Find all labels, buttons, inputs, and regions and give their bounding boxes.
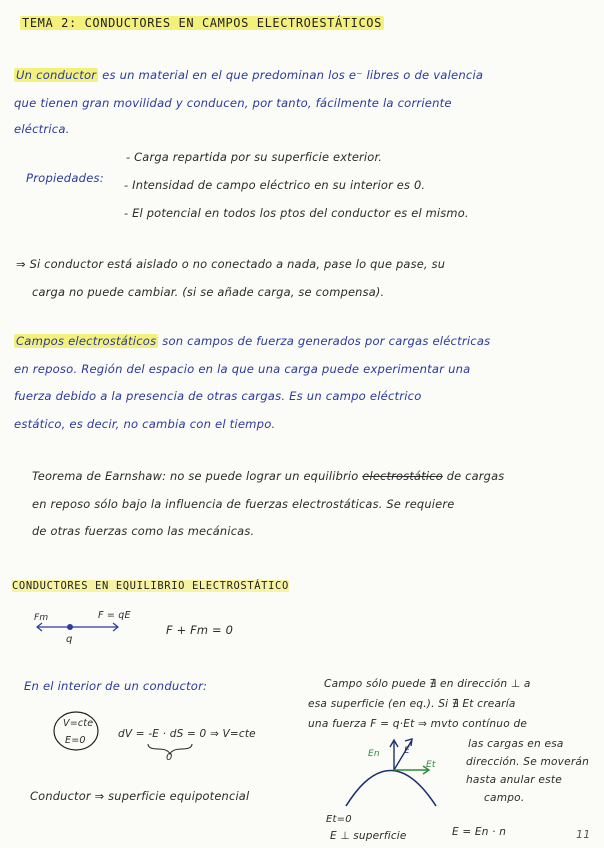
intro-line-1: Un conductor es un material en el que predominan los e⁻ libres o de valencia [16, 68, 484, 82]
en-label: En [368, 749, 380, 759]
equilibrio-heading: CONDUCTORES EN EQUILIBRIO ELECTROSTÁTICO [12, 580, 289, 592]
intro-line-3: eléctrica. [14, 122, 70, 136]
interior-label: En el interior de un conductor: [24, 679, 208, 693]
f-label: F = qE [98, 610, 131, 621]
page-title: TEMA 2: CONDUCTORES EN CAMPOS ELECTROESTÁTICOS [22, 16, 382, 30]
property-item-2: - Intensidad de campo eléctrico en su interior es 0. [124, 178, 426, 192]
campo-note-4: las cargas en esa [468, 738, 564, 750]
campos-line-1: Campos electrostáticos son campos de fuerza generados por cargas eléctricas [16, 334, 491, 348]
force-sum-equation: F + Fm = 0 [166, 623, 234, 637]
earnshaw-line-1: Teorema de Earnshaw: no se puede lograr un equilibrio electrostático de cargas [32, 469, 505, 483]
e-normal-equation: E = En · n [452, 826, 507, 838]
isolated-line-2: carga no puede cambiar. (si se añade carga, se compensa). [32, 285, 385, 299]
campo-note-6: hasta anular este [466, 774, 562, 786]
term-campos: Campos electrostáticos [16, 334, 157, 348]
surface-arc [346, 771, 436, 807]
property-item-1: - Carga repartida por su superficie exterior. [126, 150, 383, 164]
campo-note-2: esa superficie (en eq.). Si ∄ Et crearía [308, 698, 516, 710]
q-label: q [66, 634, 73, 645]
e-label: E [404, 746, 410, 756]
intro-line-2: que tienen gran movilidad y conducen, por tanto, fácilmente la corriente [14, 96, 452, 110]
struck-word: electrostático [362, 469, 443, 483]
property-item-3: - El potencial en todos los ptos del conductor es el mismo. [124, 206, 469, 220]
et-label: Et [426, 760, 436, 770]
campos-line-2: en reposo. Región del espacio en la que una carga puede experimentar una [14, 362, 471, 376]
e-perp-surface: E ⊥ superficie [330, 830, 407, 842]
campo-note-3: una fuerza F = q·Et ⇒ mvto contínuo de [308, 718, 528, 730]
earnshaw-line-3: de otras fuerzas como las mecánicas. [32, 524, 255, 538]
fm-label: Fm [34, 613, 49, 623]
campo-note-5: dirección. Se moverán [466, 756, 590, 768]
term-conductor: Un conductor [16, 68, 97, 82]
campo-note-1: Campo sólo puede ∄ en dirección ⊥ a [324, 678, 531, 690]
zero-label: 0 [166, 752, 173, 763]
circle-e-zero: E=0 [65, 735, 86, 746]
campos-line-3: fuerza debido a la presencia de otras cargas. Es un campo eléctrico [14, 389, 422, 403]
earnshaw-line-2: en reposo sólo bajo la influencia de fuerzas electrostáticas. Se requiere [32, 497, 455, 511]
et-zero: Et=0 [326, 814, 352, 825]
circle-v-cte: V=cte [63, 718, 94, 729]
properties-label: Propiedades: [26, 171, 104, 185]
isolated-line-1: ⇒ Si conductor está aislado o no conectado a nada, pase lo que pase, su [16, 257, 446, 271]
page-number: 11 [576, 828, 591, 841]
dv-equation: dV = -E · dS = 0 ⇒ V=cte [118, 728, 256, 740]
conductor-conclusion: Conductor ⇒ superficie equipotencial [30, 789, 250, 803]
charge-dot [67, 624, 73, 630]
campo-note-7: campo. [484, 792, 525, 804]
campos-line-4: estático, es decir, no cambia con el tiempo. [14, 417, 276, 431]
